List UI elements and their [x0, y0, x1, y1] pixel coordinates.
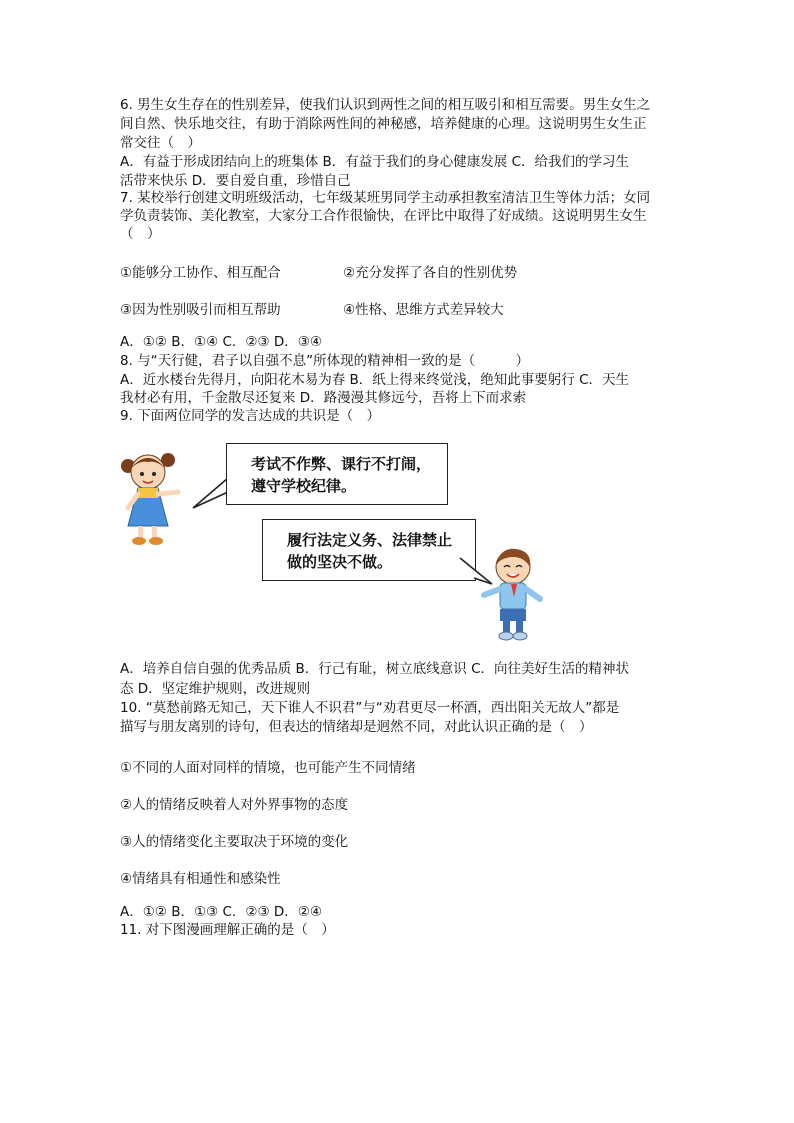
q6-options-line2: 活带来快乐 D．要自爱自重，珍惜自己: [120, 173, 351, 189]
q8-options-line1: A．近水楼台先得月，向阳花木易为春 B．纸上得来终觉浅，绝知此事要躬行 C．天生: [120, 372, 630, 388]
q7-item-4: ④性格、思维方式差异较大: [343, 302, 504, 318]
q8-options-line2: 我材必有用，千金散尽还复来 D．路漫漫其修远兮，吾将上下而求索: [120, 390, 527, 406]
bubble2-text-line2: 做的坚决不做。: [287, 553, 393, 571]
q11-stem: 11. 对下图漫画理解正确的是（ ）: [120, 922, 335, 938]
q9-options-line2: 态 D．坚定维护规则，改进规则: [120, 681, 311, 697]
speech-bubble-girl: [226, 443, 448, 505]
bubble1-text-line1: 考试不作弊、课行不打闹，: [251, 455, 432, 473]
q6-stem-line1: 6. 男生女生存在的性别差异，使我们认识到两性之间的相互吸引和相互需要。男生女生之: [120, 97, 651, 113]
q10-stem-line1: 10. “莫愁前路无知己，天下谁人不识君”与“劝君更尽一杯酒，西出阳关无故人”都是: [120, 700, 620, 716]
q6-stem-line2: 间自然、快乐地交往，有助于消除两性间的神秘感，培养健康的心理。这说明男生女生正: [120, 116, 647, 132]
q10-item-2: ②人的情绪反映着人对外界事物的态度: [120, 797, 349, 813]
boy-cartoon-illustration: [478, 545, 548, 645]
q10-options: A．①② B．①③ C．②③ D．②④: [120, 904, 323, 920]
q7-stem-line3: （ ）: [120, 226, 161, 242]
girl-cartoon-illustration: [120, 448, 200, 548]
q7-item-3: ③因为性别吸引而相互帮助: [120, 302, 281, 318]
q8-stem: 8. 与“天行健，君子以自强不息”所体现的精神相一致的是（ ）: [120, 353, 530, 369]
q6-options-line1: A．有益于形成团结向上的班集体 B．有益于我们的身心健康发展 C．给我们的学习生: [120, 154, 630, 170]
q7-options: A．①② B．①④ C．②③ D．③④: [120, 334, 323, 350]
q10-item-4: ④情绪具有相通性和感染性: [120, 871, 281, 887]
q6-stem-line3: 常交往（ ）: [120, 135, 201, 151]
q10-stem-line2: 描写与朋友离别的诗句，但表达的情绪却是迥然不同，对此认识正确的是（ ）: [120, 719, 593, 735]
q10-item-1: ①不同的人面对同样的情境，也可能产生不同情绪: [120, 760, 416, 776]
q7-item-1: ①能够分工协作、相互配合: [120, 265, 281, 281]
speech-bubble-boy: [262, 519, 476, 581]
q10-item-3: ③人的情绪变化主要取决于环境的变化: [120, 834, 349, 850]
q7-stem-line1: 7. 某校举行创建文明班级活动，七年级某班男同学主动承担教室清洁卫生等体力活；女同: [120, 190, 651, 206]
bubble1-text-line2: 遵守学校纪律。: [251, 477, 357, 495]
q7-item-2: ②充分发挥了各自的性别优势: [343, 265, 518, 281]
q9-stem: 9. 下面两位同学的发言达成的共识是（ ）: [120, 408, 381, 424]
q7-stem-line2: 学负责装饰、美化教室，大家分工合作很愉快，在评比中取得了好成绩。这说明男生女生: [120, 208, 647, 224]
q9-options-line1: A．培养自信自强的优秀品质 B．行己有耻，树立底线意识 C．向往美好生活的精神状: [120, 661, 630, 677]
bubble2-text-line1: 履行法定义务、法律禁止: [287, 531, 453, 549]
